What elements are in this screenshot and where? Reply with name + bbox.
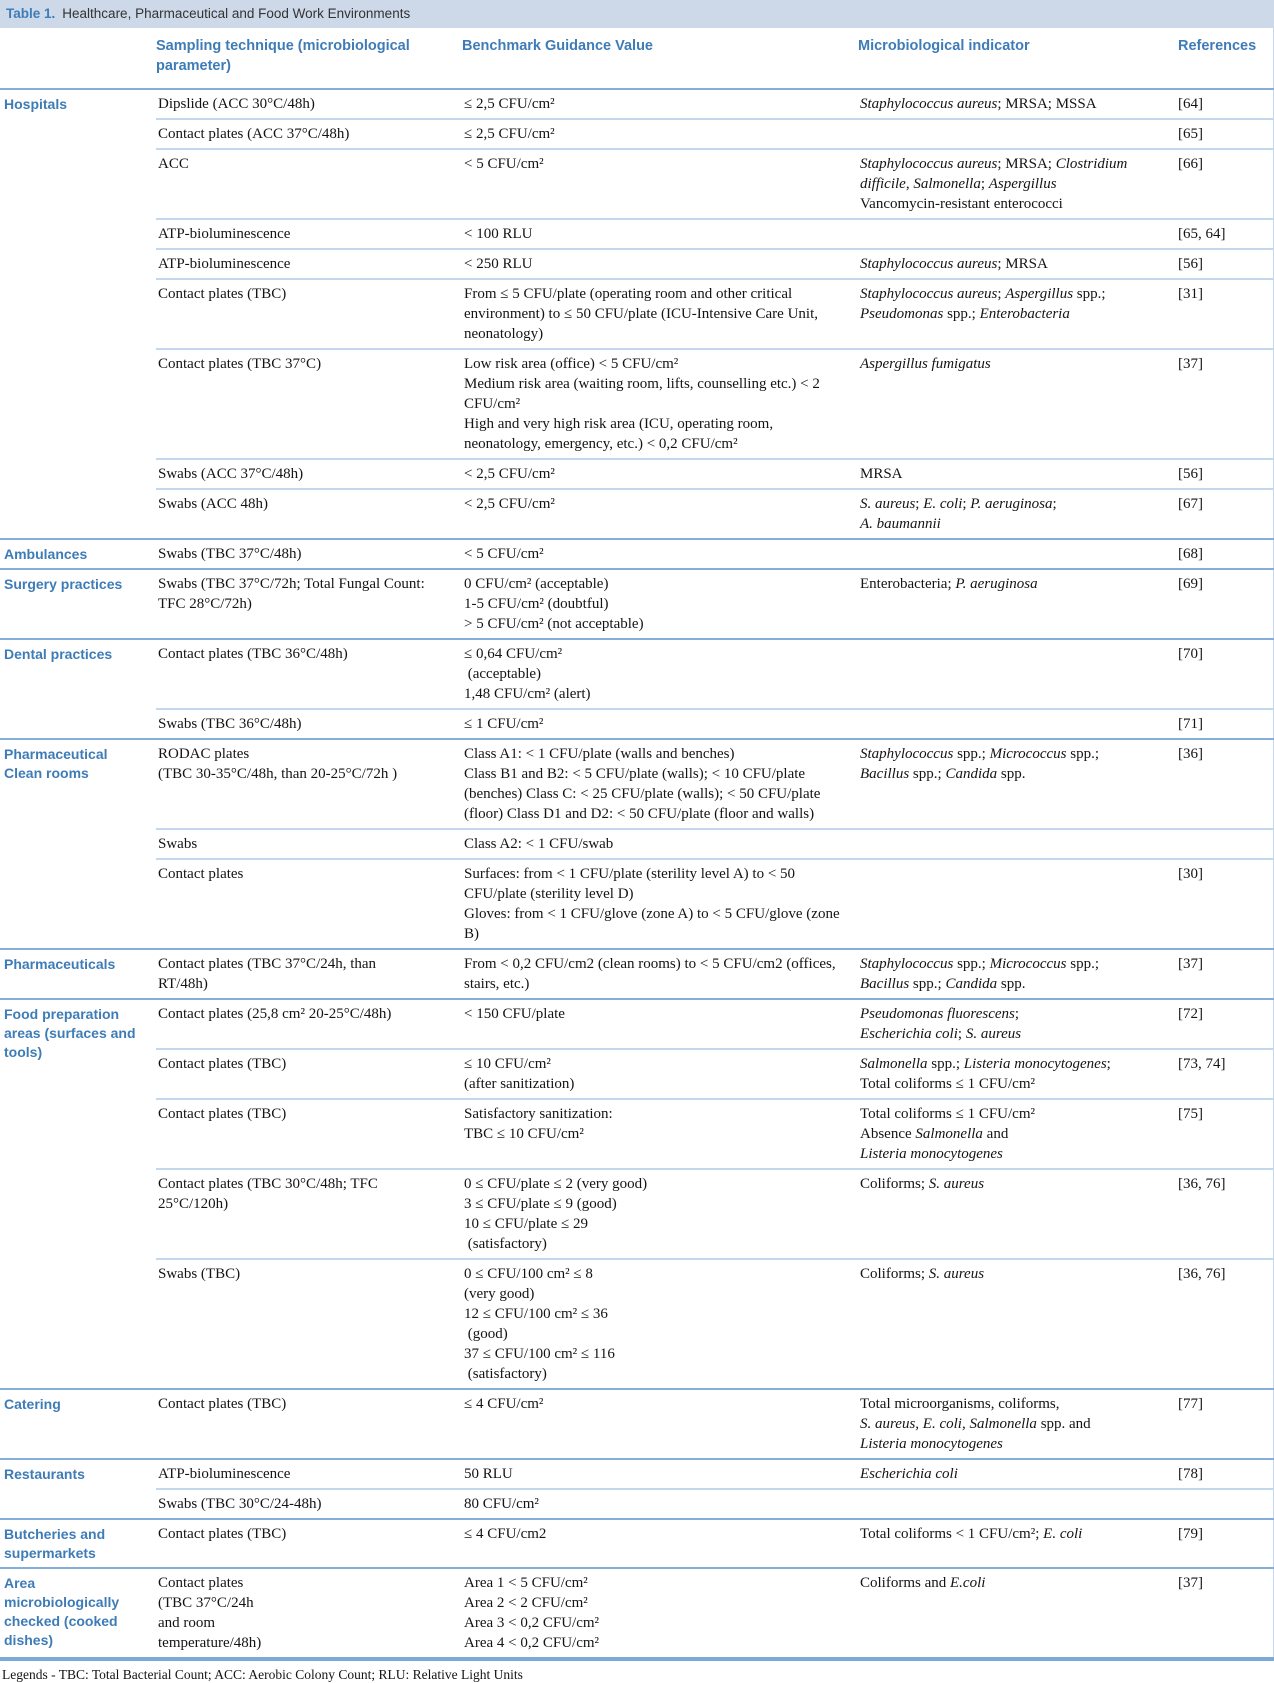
reference-cell: [79] — [1164, 1519, 1274, 1568]
benchmark-cell: Low risk area (office) < 5 CFU/cm² Medium risk area (waiting room, lifts, counselling etc.) < 2 CFU/cm² High and very high risk area (ICU, operating room, neonatology, emergency, etc.) < 0,2 CFU/cm² — [462, 349, 858, 459]
environment-label: Pharmaceutical Clean rooms — [0, 739, 156, 949]
table-row — [0, 89, 1274, 119]
benchmark-cell: 0 ≤ CFU/plate ≤ 2 (very good) 3 ≤ CFU/plate ≤ 9 (good) 10 ≤ CFU/plate ≤ 29 (satisfactory) — [462, 1169, 858, 1259]
table-row — [0, 279, 1274, 349]
species-name: Aspergillus fumigatus — [860, 356, 991, 373]
reference-cell: [56] — [1164, 249, 1274, 279]
benchmark-cell: Satisfactory sanitization: TBC ≤ 10 CFU/cm² — [462, 1099, 858, 1169]
table-row — [0, 949, 1274, 999]
table-row — [0, 1389, 1274, 1459]
section-pharmaceuticals — [0, 949, 1274, 999]
species-name: Staphylococcus — [860, 746, 954, 763]
section-surgery-practices — [0, 569, 1274, 639]
species-name: E.coli — [950, 1575, 986, 1592]
indicator-cell: Staphylococcus aureus; MRSA — [858, 249, 1164, 279]
species-name: Salmonella — [860, 1056, 928, 1073]
reference-cell: [70] — [1164, 639, 1274, 709]
technique-cell: Contact plates (TBC 37°C) — [156, 349, 462, 459]
reference-cell: [68] — [1164, 539, 1274, 569]
indicator-cell: Coliforms and E.coli — [858, 1568, 1164, 1659]
table-row — [0, 859, 1274, 949]
indicator-cell — [858, 829, 1164, 859]
species-name: Escherichia coli — [860, 1026, 958, 1043]
technique-cell: Contact plates (ACC 37°C/48h) — [156, 119, 462, 149]
table-row — [0, 1459, 1274, 1489]
reference-cell: [37] — [1164, 1568, 1274, 1659]
table-caption-label: Table 1. — [6, 6, 56, 21]
technique-cell: Contact plates (TBC 36°C/48h) — [156, 639, 462, 709]
indicator-cell — [858, 219, 1164, 249]
section-hospitals — [0, 89, 1274, 539]
indicator-cell — [858, 709, 1164, 739]
environment-label: Catering — [0, 1389, 156, 1459]
species-name: P. aeruginosa — [970, 496, 1053, 513]
technique-cell: Contact plates (TBC 37°C/24h, than RT/48h) — [156, 949, 462, 999]
benchmark-cell: 80 CFU/cm² — [462, 1489, 858, 1519]
header-row — [0, 28, 1274, 89]
reference-cell: [36, 76] — [1164, 1259, 1274, 1389]
table-row — [0, 1489, 1274, 1519]
species-name: E. coli — [922, 1416, 962, 1433]
technique-cell: Contact plates (TBC) — [156, 1099, 462, 1169]
benchmark-cell: < 150 CFU/plate — [462, 999, 858, 1049]
technique-cell: Contact plates (TBC) — [156, 1519, 462, 1568]
species-name: difficile — [860, 176, 906, 193]
section-area-microbiologically-checked-cooked-dishes — [0, 1568, 1274, 1659]
reference-cell: [72] — [1164, 999, 1274, 1049]
indicator-cell: Total coliforms < 1 CFU/cm²; E. coli — [858, 1519, 1164, 1568]
indicator-cell: Pseudomonas fluorescens; Escherichia coli; S. aureus — [858, 999, 1164, 1049]
section-catering — [0, 1389, 1274, 1459]
reference-cell: [36, 76] — [1164, 1169, 1274, 1259]
section-ambulances — [0, 539, 1274, 569]
species-name: Staphylococcus aureus — [860, 256, 998, 273]
technique-cell: Swabs (TBC 30°C/24-48h) — [156, 1489, 462, 1519]
table-row — [0, 739, 1274, 829]
benchmark-cell: From ≤ 5 CFU/plate (operating room and other critical environment) to ≤ 50 CFU/plate (ICU-Intensive Care Unit, neonatology) — [462, 279, 858, 349]
benchmark-cell: From < 0,2 CFU/cm2 (clean rooms) to < 5 CFU/cm2 (offices, stairs, etc.) — [462, 949, 858, 999]
technique-cell: Contact plates (TBC 30°C/48h; TFC 25°C/120h) — [156, 1169, 462, 1259]
table-row — [0, 1568, 1274, 1659]
species-name: S. aureus — [860, 1416, 916, 1433]
indicator-cell: Salmonella spp.; Listeria monocytogenes; Total coliforms ≤ 1 CFU/cm² — [858, 1049, 1164, 1099]
section-dental-practices — [0, 639, 1274, 739]
table-row — [0, 219, 1274, 249]
species-name: S. aureus — [928, 1176, 985, 1193]
technique-cell: Swabs (TBC 37°C/72h; Total Fungal Count: TFC 28°C/72h) — [156, 569, 462, 639]
indicator-cell — [858, 859, 1164, 949]
species-name: Salmonella — [969, 1416, 1037, 1433]
species-name: Pseudomonas fluorescens — [860, 1006, 1015, 1023]
benchmark-cell: ≤ 0,64 CFU/cm² (acceptable) 1,48 CFU/cm² (alert) — [462, 639, 858, 709]
species-name: Listeria monocytogenes — [963, 1056, 1107, 1073]
indicator-cell — [858, 119, 1164, 149]
indicator-cell: Staphylococcus spp.; Micrococcus spp.; Bacillus spp.; Candida spp. — [858, 949, 1164, 999]
environment-label: Surgery practices — [0, 569, 156, 639]
reference-cell: [73, 74] — [1164, 1049, 1274, 1099]
technique-cell: Contact plates (TBC) — [156, 1049, 462, 1099]
indicator-cell: Staphylococcus aureus; MRSA; MSSA — [858, 89, 1164, 119]
indicator-cell — [858, 1459, 1164, 1489]
species-name: Bacillus — [860, 766, 910, 783]
environment-label: Area microbiologically checked (cooked dishes) — [0, 1568, 156, 1659]
technique-cell: Swabs (ACC 37°C/48h) — [156, 459, 462, 489]
species-name: Listeria monocytogenes — [860, 1146, 1003, 1163]
table-row — [0, 489, 1274, 539]
reference-cell: [78] — [1164, 1459, 1274, 1489]
benchmark-cell: Surfaces: from < 1 CFU/plate (sterility level A) to < 50 CFU/plate (sterility level D) Gloves: from < 1 CFU/glove (zone A) to < 5 CFU/glove (zone B) — [462, 859, 858, 949]
table-row — [0, 349, 1274, 459]
reference-cell: [37] — [1164, 949, 1274, 999]
species-name: Salmonella — [915, 1126, 983, 1143]
technique-cell: Swabs (ACC 48h) — [156, 489, 462, 539]
benchmark-cell: 0 ≤ CFU/100 cm² ≤ 8 (very good) 12 ≤ CFU/100 cm² ≤ 36 (good) 37 ≤ CFU/100 cm² ≤ 116 (satisfactory) — [462, 1259, 858, 1389]
species-name: S. aureus — [928, 1266, 985, 1283]
species-name: Salmonella — [913, 176, 981, 193]
environment-label: Restaurants — [0, 1459, 156, 1519]
indicator-cell: Enterobacteria; P. aeruginosa — [858, 569, 1164, 639]
indicator-cell: Coliforms; S. aureus — [858, 1169, 1164, 1259]
technique-cell: ACC — [156, 149, 462, 219]
benchmark-cell: ≤ 2,5 CFU/cm² — [462, 119, 858, 149]
benchmark-cell: < 2,5 CFU/cm² — [462, 459, 858, 489]
reference-cell: [31] — [1164, 279, 1274, 349]
environment-label: Food preparation areas (surfaces and tools) — [0, 999, 156, 1389]
environment-label: Ambulances — [0, 539, 156, 569]
table-row — [0, 1169, 1274, 1259]
technique-cell: Swabs (TBC 36°C/48h) — [156, 709, 462, 739]
technique-cell: ATP-bioluminescence — [156, 219, 462, 249]
reference-cell: [75] — [1164, 1099, 1274, 1169]
benchmark-cell: Area 1 < 5 CFU/cm² Area 2 < 2 CFU/cm² Area 3 < 0,2 CFU/cm² Area 4 < 0,2 CFU/cm² — [462, 1568, 858, 1659]
species-name: Clostridium — [1055, 156, 1128, 173]
benchmark-cell: ≤ 4 CFU/cm2 — [462, 1519, 858, 1568]
indicator-cell — [858, 349, 1164, 459]
indicator-cell — [858, 539, 1164, 569]
species-name: Pseudomonas — [860, 306, 944, 323]
benchmark-cell: ≤ 10 CFU/cm² (after sanitization) — [462, 1049, 858, 1099]
benchmark-cell: ≤ 1 CFU/cm² — [462, 709, 858, 739]
species-name: Micrococcus — [989, 746, 1067, 763]
table-row — [0, 249, 1274, 279]
species-name: E. coli — [1043, 1526, 1083, 1543]
indicator-cell: Staphylococcus aureus; Aspergillus spp.; Pseudomonas spp.; Enterobacteria — [858, 279, 1164, 349]
indicator-cell: Total coliforms ≤ 1 CFU/cm² Absence Salmonella and Listeria monocytogenes — [858, 1099, 1164, 1169]
indicator-cell: Staphylococcus spp.; Micrococcus spp.; Bacillus spp.; Candida spp. — [858, 739, 1164, 829]
column-header-benchmark-value: Benchmark Guidance Value — [462, 38, 653, 55]
reference-cell: [67] — [1164, 489, 1274, 539]
table-row — [0, 149, 1274, 219]
environment-label: Hospitals — [0, 89, 156, 539]
technique-cell: Contact plates (25,8 cm² 20-25°C/48h) — [156, 999, 462, 1049]
section-food-preparation-areas-surfaces-and-tools — [0, 999, 1274, 1389]
benchmark-cell: 0 CFU/cm² (acceptable) 1-5 CFU/cm² (doubtful) > 5 CFU/cm² (not acceptable) — [462, 569, 858, 639]
reference-cell: [65] — [1164, 119, 1274, 149]
column-header-microbiological-indicator: Microbiological indicator — [858, 38, 1030, 55]
environment-label: Dental practices — [0, 639, 156, 739]
section-restaurants — [0, 1459, 1274, 1519]
species-name: E. coli — [923, 496, 963, 513]
benchmark-cell: < 100 RLU — [462, 219, 858, 249]
species-name: Staphylococcus aureus — [860, 286, 998, 303]
column-header-environment — [0, 28, 156, 89]
species-name: Enterobacteria — [979, 306, 1070, 323]
section-butcheries-and-supermarkets — [0, 1519, 1274, 1568]
reference-cell: [37] — [1164, 349, 1274, 459]
table-row — [0, 1049, 1274, 1099]
benchmark-table — [0, 28, 1274, 1661]
table-caption — [0, 0, 1274, 28]
technique-cell: RODAC plates (TBC 30-35°C/48h, than 20-25°C/72h ) — [156, 739, 462, 829]
table-legend: Legends - TBC: Total Bacterial Count; ACC: Aerobic Colony Count; RLU: Relative Light Units — [2, 1667, 523, 1683]
species-name: Aspergillus — [1005, 286, 1074, 303]
species-name: Aspergillus — [988, 176, 1057, 193]
species-name: Micrococcus — [989, 956, 1067, 973]
technique-cell: Dipslide (ACC 30°C/48h) — [156, 89, 462, 119]
table-row — [0, 459, 1274, 489]
table-row — [0, 1519, 1274, 1568]
environment-label: Pharmaceuticals — [0, 949, 156, 999]
technique-cell: Swabs (TBC 37°C/48h) — [156, 539, 462, 569]
reference-cell: [30] — [1164, 859, 1274, 949]
table-row — [0, 569, 1274, 639]
reference-cell: [64] — [1164, 89, 1274, 119]
species-name: Candida — [945, 976, 998, 993]
reference-cell: [69] — [1164, 569, 1274, 639]
reference-cell: [77] — [1164, 1389, 1274, 1459]
benchmark-cell: Class A1: < 1 CFU/plate (walls and benches) Class B1 and B2: < 5 CFU/plate (walls); < 10 CFU/plate (benches) Class C: < 25 CFU/plate (walls); < 50 CFU/plate (floor) Class D1 and D2: < 50 CFU/plate (floor and walls) — [462, 739, 858, 829]
species-name: Candida — [945, 766, 998, 783]
benchmark-cell: ≤ 4 CFU/cm² — [462, 1389, 858, 1459]
table-row — [0, 119, 1274, 149]
reference-cell — [1164, 829, 1274, 859]
reference-cell: [65, 64] — [1164, 219, 1274, 249]
indicator-cell — [858, 1489, 1164, 1519]
indicator-cell — [858, 639, 1164, 709]
column-header-references: References — [1178, 38, 1257, 55]
benchmark-cell: < 2,5 CFU/cm² — [462, 489, 858, 539]
table-row — [0, 539, 1274, 569]
benchmark-cell: Class A2: < 1 CFU/swab — [462, 829, 858, 859]
technique-cell: Contact plates (TBC 37°C/24h and room temperature/48h) — [156, 1568, 462, 1659]
species-name: Staphylococcus aureus — [860, 96, 998, 113]
species-name: Staphylococcus — [860, 956, 954, 973]
table-header — [0, 28, 1274, 89]
species-name: A. baumannii — [860, 516, 941, 533]
table-caption-text: Healthcare, Pharmaceutical and Food Work Environments — [62, 6, 411, 21]
species-name: S. aureus — [965, 1026, 1022, 1043]
technique-cell: ATP-bioluminescence — [156, 1459, 462, 1489]
technique-cell: Swabs (TBC) — [156, 1259, 462, 1389]
technique-cell: Contact plates (TBC) — [156, 279, 462, 349]
species-name: Escherichia coli — [860, 1466, 958, 1483]
section-pharmaceutical-clean-rooms — [0, 739, 1274, 949]
table-row — [0, 829, 1274, 859]
reference-cell — [1164, 1489, 1274, 1519]
table-row — [0, 999, 1274, 1049]
species-name: S. aureus — [860, 496, 916, 513]
technique-cell: Swabs — [156, 829, 462, 859]
indicator-cell: MRSA — [858, 459, 1164, 489]
reference-cell: [66] — [1164, 149, 1274, 219]
benchmark-cell: < 5 CFU/cm² — [462, 149, 858, 219]
environment-label: Butcheries and supermarkets — [0, 1519, 156, 1568]
species-name: Listeria monocytogenes — [860, 1436, 1003, 1453]
benchmark-cell: < 250 RLU — [462, 249, 858, 279]
indicator-cell: Total microorganisms, coliforms, S. aureus, E. coli, Salmonella spp. and Listeria monocytogenes — [858, 1389, 1164, 1459]
table-row — [0, 639, 1274, 709]
benchmark-cell: < 5 CFU/cm² — [462, 539, 858, 569]
technique-cell: ATP-bioluminescence — [156, 249, 462, 279]
reference-cell: [71] — [1164, 709, 1274, 739]
table-row — [0, 1099, 1274, 1169]
benchmark-cell: ≤ 2,5 CFU/cm² — [462, 89, 858, 119]
technique-cell: Contact plates — [156, 859, 462, 949]
column-header-sampling-technique: Sampling technique (microbiological parameter) — [156, 38, 410, 74]
species-name: P. aeruginosa — [955, 576, 1038, 593]
table-row — [0, 1259, 1274, 1389]
species-name: Staphylococcus aureus — [860, 156, 998, 173]
benchmark-cell: 50 RLU — [462, 1459, 858, 1489]
species-name: Bacillus — [860, 976, 910, 993]
indicator-cell: S. aureus; E. coli; P. aeruginosa; A. baumannii — [858, 489, 1164, 539]
reference-cell: [36] — [1164, 739, 1274, 829]
indicator-cell: Staphylococcus aureus; MRSA; Clostridium difficile, Salmonella; Aspergillus Vancomycin-resistant enterococci — [858, 149, 1164, 219]
technique-cell: Contact plates (TBC) — [156, 1389, 462, 1459]
reference-cell: [56] — [1164, 459, 1274, 489]
table-row — [0, 709, 1274, 739]
indicator-cell: Coliforms; S. aureus — [858, 1259, 1164, 1389]
